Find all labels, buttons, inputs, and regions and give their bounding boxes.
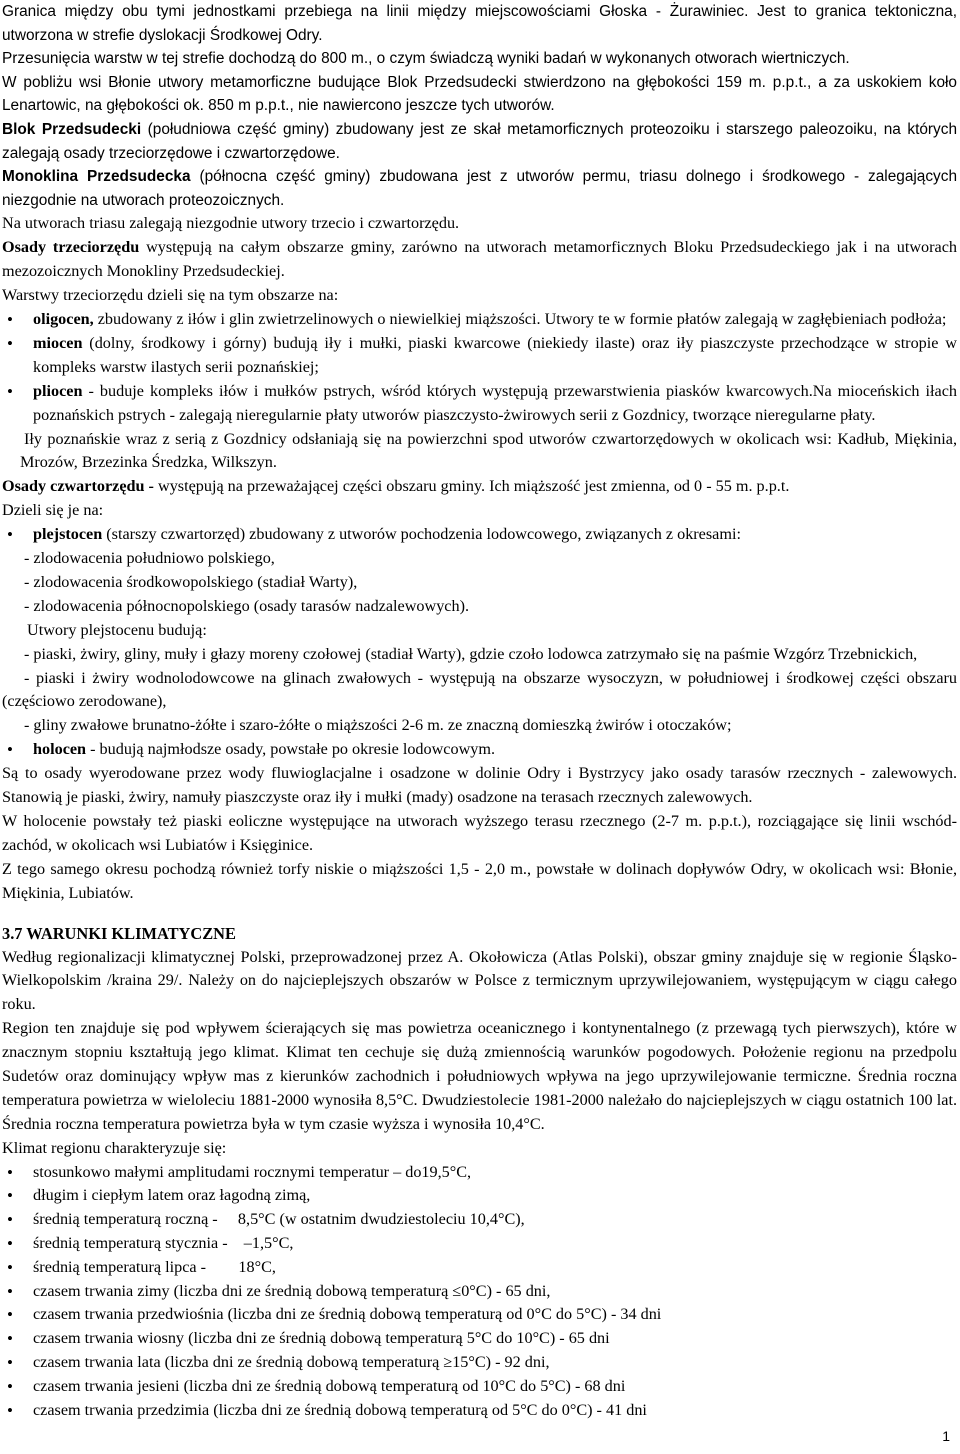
paragraph-region: Region ten znajduje się pod wpływem ścierających się mas powietrza oceanicznego i kontynentalnego (z przewagą tych pierwszych), które w znacznym stopniu kształtują jego klimat. Klimat ten cechuje się dużą zmiennością warunków pogodowych. Położenie regionu na przedpolu Sudetów oraz dominujący wpływ mas z kierunków zachodnich i południowych wpływa na jego uprzywilejowanie termiczne. Średnia roczna temperatura powietrza w wieloleciu 1881-2000 wynosiła 8,5°C. Dwudziestolecie 1981-2000 należało do najcieplejszych w ciągu ostatnich 100 lat. Średnia roczna temperatura powietrza była w tym czasie wyższa i wynosiła 10,4°C.: [2, 1019, 957, 1133]
glaciation-item: - zlodowacenia południowo polskiego,: [24, 549, 275, 568]
list-item: • pliocen - buduje kompleks iłów i mułków pstrych, wśród których występują przewarstwienia piasków kwarcowych.Na mioceńskich iłach poznańskich pstrych - zalegają nieregularnie płaty utworów piaszczysto-żwirowych serii z Gozdnicy, tworzące nieregularne płaty.: [2, 380, 957, 428]
list-item: • średnią temperaturą lipca - 18°C,: [2, 1256, 957, 1280]
builds-item: - piaski i żwiry wodnolodowcowe na glinach zwałowych - występują na obszarze wysoczyzn, w południowej i środkowej części obszaru (częściowo zerodowane),: [2, 668, 957, 711]
list-item: • miocen (dolny, środkowy i górny) budują iły i mułki, piaski kwarcowe (niekiedy ilaste) oraz iły piaszczyste przechodzące w stropie w kompleks warstw ilastych serii poznańskiej;: [2, 332, 957, 380]
quaternary-list: [2, 523, 957, 547]
list-item-holocen: • holocen - budują najmłodsze osady, powstałe po okresie lodowcowym.: [2, 738, 957, 762]
paragraph-triassic: Na utworach triasu zalegają niezgodnie utwory trzecio i czwartorzędu.: [2, 214, 460, 233]
builds-label: Utwory plejstocenu budują:: [27, 620, 207, 639]
paragraph-peat: Z tego samego okresu pochodzą również torfy niskie o miąższości 1,5 - 2,0 m., powstałe w dolinach dopływów Odry, w okolicach wsi: Błonie, Miękinia, Lubiatów.: [2, 859, 957, 902]
paragraph-river-deposits: Są to osady wyerodowane przez wody fluwioglacjalne i osadzone w dolinie Odry i Bystrzycy jako osady tarasów rzecznych - zalewowych. Stanowią je piaski, żwiry, namuły piaszczyste oraz iły i mułki (mady) osadzone na terasach rzecznych zalewowych.: [2, 764, 957, 807]
list-item: • czasem trwania jesieni (liczba dni ze średnią dobową temperaturą od 10°C do 5°C) - 68 dni: [2, 1375, 957, 1399]
paragraph-tertiary-deposits: Osady trzeciorzędu występują na całym obszarze gminy, zarówno na utworach metamorficznych Bloku Przedsudeckiego jak i na utworach mezozoicznych Monokliny Przedsudeckiej.: [2, 238, 957, 281]
glaciation-item: - zlodowacenia środkowopolskiego (stadiał Warty),: [24, 572, 358, 591]
term-osady-czwartorzedu: Osady czwartorzędu -: [2, 477, 154, 496]
builds-item: - piaski, żwiry, gliny, muły i głazy moreny czołowej (stadiał Warty), gdzie czoło lodowca zatrzymało się na paśmie Wzgórz Trzebnickich,: [24, 644, 918, 663]
glaciation-item: - zlodowacenia północnopolskiego (osady tarasów nadzalewowych).: [24, 596, 470, 615]
list-item: • czasem trwania zimy (liczba dni ze średnią dobową temperaturą ≤0°C) - 65 dni,: [2, 1280, 957, 1304]
paragraph-quaternary: Osady czwartorzędu - występują na przeważającej części obszaru gminy. Ich miąższość jest zmienna, od 0 - 55 m. p.p.t.: [2, 477, 790, 496]
list-item: • długim i ciepłym latem oraz łagodną zimą,: [2, 1184, 957, 1208]
paragraph-regionalization: Według regionalizacji klimatycznej Polski, przeprowadzonej przez A. Okołowicza (Atlas Polski), obszar gminy znajduje się w regionie Śląsko-Wielkopolskim /kraina 29/. Należy on do najcieplejszych obszarów w Polsce z termicznym uprzywilejowaniem, występującym w ciągu całego roku.: [2, 947, 957, 1014]
term-monoklina: Monoklina Przedsudecka: [2, 168, 191, 186]
paragraph-blok-przedsudecki: Blok Przedsudecki (południowa część gminy) zbudowany jest ze skał metamorficznych proteozoiku i starszego paleozoiku, na których zalegają osady trzeciorzędowe i czwartorzędowe.: [2, 120, 957, 162]
list-item: • czasem trwania wiosny (liczba dni ze średnią dobową temperaturą 5°C do 10°C) - 65 dni: [2, 1327, 957, 1351]
section-heading: 3.7 WARUNKI KLIMATYCZNE: [2, 923, 236, 943]
paragraph-poznan-clays: Iły poznańskie wraz z serią z Gozdnicy odsłaniają się na powierzchni spod utworów czwartorzędowych w okolicach wsi: Kadłub, Miękinia, Mrozów, Brzezinka Średzka, Wilkszyn.: [20, 429, 957, 472]
term-osady-trzeciorzedu: Osady trzeciorzędu: [2, 238, 140, 257]
builds-item: - gliny zwałowe brunatno-żółte i szaro-żółte o miąższości 2-6 m. ze znaczną domieszką żwirów i otoczaków;: [24, 716, 732, 735]
tertiary-list: [2, 308, 957, 428]
paragraph-blonie: W pobliżu wsi Błonie utwory metamorficzne budujące Blok Przedsudecki stwierdzono na głębokości 159 m. p.p.t., a za uskokiem koło Lenartowic, na głębokości ok. 850 m p.p.t., nie nawiercono jeszcze tych utworów.: [2, 73, 957, 115]
list-item: • średnią temperaturą stycznia - –1,5°C,: [2, 1232, 957, 1256]
list-item: • czasem trwania lata (liczba dni ze średnią dobową temperaturą ≥15°C) - 92 dni,: [2, 1351, 957, 1375]
paragraph-aeolian-sands: W holocenie powstały też piaski eoliczne występujące na utworach wyższego terasu rzecznego (2-7 m. p.p.t.), rozciągające się linii wschód-zachód, w okolicach wsi Lubiatów i Księginice.: [2, 812, 957, 854]
climate-list: [2, 1161, 957, 1423]
list-item-plejstocen: • plejstocen (starszy czwartorzęd) zbudowany z utworów pochodzenia lodowcowego, związanych z okresami:: [2, 523, 957, 547]
paragraph-boundary: Granica między obu tymi jednostkami przebiega na linii między miejscowościami Głoska - Żurawiniec. Jest to granica tektoniczna, utworzona w strefie dyslokacji Środkowej Odry.: [2, 3, 957, 44]
list-item: • średnią temperaturą roczną - 8,5°C (w ostatnim dwudziestoleciu 10,4°C),: [2, 1208, 957, 1232]
glaciation-list: [2, 547, 957, 643]
list-item: • stosunkowo małymi amplitudami rocznymi temperatur – do19,5°C,: [2, 1161, 957, 1185]
term-blok-przedsudecki: Blok Przedsudecki: [2, 120, 142, 138]
holocen-list: [2, 738, 957, 762]
paragraph-displacement: Przesunięcia warstw w tej strefie dochodzą do 800 m., o czym świadczą wyniki badań w wykonanych otworach wiertniczych.: [2, 50, 850, 68]
builds-list: [2, 643, 957, 739]
document-page: [2, 0, 957, 1422]
paragraph-tertiary-layers: Warstwy trzeciorzędu dzieli się na tym obszarze na:: [2, 286, 339, 305]
list-item: • czasem trwania przedwiośnia (liczba dni ze średnią dobową temperaturą od 0°C do 5°C) - 34 dni: [2, 1303, 957, 1327]
list-item: • oligocen, zbudowany z iłów i glin zwietrzelinowych o niewielkiej miąższości. Utwory te w formie płatów zalegają w zagłębieniach podłoża;: [2, 308, 957, 332]
paragraph-climate-intro: Klimat regionu charakteryzuje się:: [2, 1138, 227, 1157]
list-item: • czasem trwania przedzimia (liczba dni ze średnią dobową temperaturą od 5°C do 0°C) - 41 dni: [2, 1399, 957, 1423]
paragraph-monoklina: Monoklina Przedsudecka (północna część gminy) zbudowana jest z utworów permu, triasu dolnego i środkowego - zalegających niezgodnie na utworach proteozoicznych.: [2, 168, 957, 209]
paragraph-divided: Dzieli się je na:: [2, 501, 104, 520]
page-number: 1: [942, 1428, 950, 1444]
